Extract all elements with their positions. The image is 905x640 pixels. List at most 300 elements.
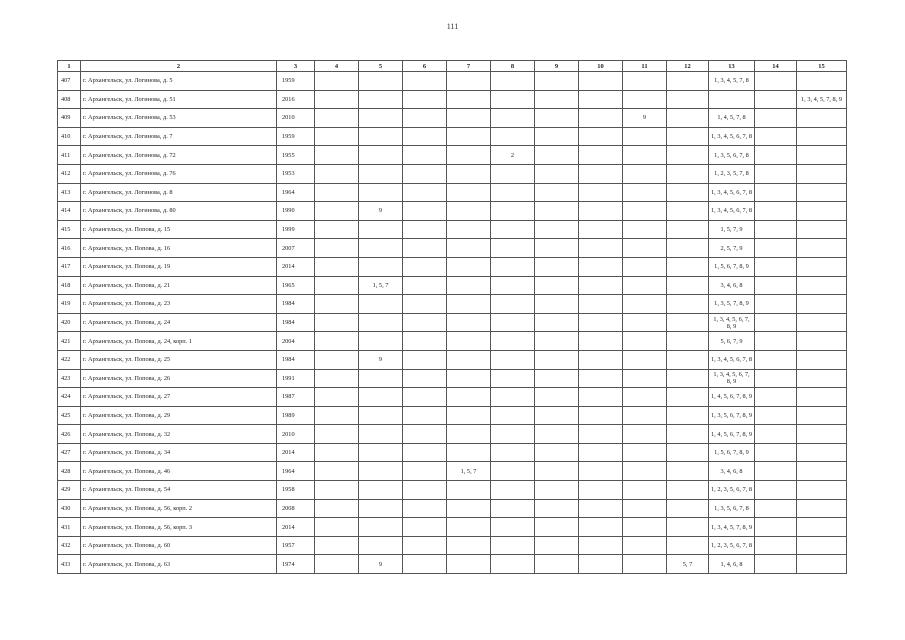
table-cell: 413 — [58, 183, 81, 202]
table-cell — [755, 109, 797, 128]
table-cell: 9 — [623, 109, 667, 128]
table-cell — [403, 425, 447, 444]
table-cell — [709, 90, 755, 109]
table-cell — [755, 202, 797, 221]
table-cell — [579, 72, 623, 91]
table-cell: 1, 3, 5, 6, 7, 8 — [709, 499, 755, 518]
table-cell — [755, 518, 797, 537]
table-cell — [579, 388, 623, 407]
table-cell — [667, 257, 709, 276]
table-cell — [535, 220, 579, 239]
table-cell — [667, 146, 709, 165]
table-cell: 2016 — [277, 90, 315, 109]
table-cell — [535, 350, 579, 369]
table-cell: 1, 5, 7 — [359, 276, 403, 295]
table-row — [58, 72, 847, 91]
table-cell: 420 — [58, 313, 81, 332]
table-cell — [535, 518, 579, 537]
table-cell: 2 — [491, 146, 535, 165]
table-cell — [535, 555, 579, 574]
table-cell — [403, 332, 447, 351]
table-cell — [535, 183, 579, 202]
table-cell — [579, 164, 623, 183]
table-cell — [579, 406, 623, 425]
table-cell: 1, 3, 4, 5, 6, 7, 8 — [709, 183, 755, 202]
table-cell: 2007 — [277, 239, 315, 258]
table-cell: 1, 5, 6, 7, 8, 9 — [709, 443, 755, 462]
table-cell: 1, 3, 4, 5, 6, 7, 8 — [709, 350, 755, 369]
table-cell — [315, 518, 359, 537]
table-cell — [579, 257, 623, 276]
table-cell: 1, 3, 4, 5, 6, 7, 8 — [709, 202, 755, 221]
table-cell: 9 — [359, 555, 403, 574]
table-cell: 1, 5, 7 — [447, 462, 491, 481]
table-cell — [535, 202, 579, 221]
table-cell: г. Архангельск, ул. Логинова, д. 80 — [81, 202, 277, 221]
column-header: 15 — [797, 61, 847, 72]
table-cell — [797, 369, 847, 388]
table-cell — [797, 443, 847, 462]
table-cell — [623, 350, 667, 369]
table-cell — [667, 109, 709, 128]
table-cell — [403, 350, 447, 369]
table-cell: 425 — [58, 406, 81, 425]
table-cell — [579, 109, 623, 128]
table-cell — [623, 313, 667, 332]
table-cell — [315, 295, 359, 314]
table-cell: 1974 — [277, 555, 315, 574]
table-cell — [579, 183, 623, 202]
table-cell — [447, 257, 491, 276]
table-cell — [797, 350, 847, 369]
table-cell — [315, 183, 359, 202]
table-cell — [403, 388, 447, 407]
table-cell: г. Архангельск, ул. Логинова, д. 8 — [81, 183, 277, 202]
table-cell: 421 — [58, 332, 81, 351]
table-cell — [403, 481, 447, 500]
table-cell — [667, 518, 709, 537]
table-cell — [797, 257, 847, 276]
table-row — [58, 388, 847, 407]
table-cell — [535, 164, 579, 183]
table-row — [58, 555, 847, 574]
table-cell — [667, 313, 709, 332]
page-number: 111 — [446, 22, 459, 31]
table-row — [58, 443, 847, 462]
table-cell: г. Архангельск, ул. Попова, д. 23 — [81, 295, 277, 314]
table-cell — [797, 425, 847, 444]
table-cell — [579, 369, 623, 388]
table-cell — [359, 388, 403, 407]
table-cell — [797, 518, 847, 537]
table-cell — [403, 443, 447, 462]
table-cell: 1, 3, 4, 5, 6, 7, 8 — [709, 127, 755, 146]
table-cell — [447, 518, 491, 537]
table-cell — [535, 388, 579, 407]
table-cell — [491, 443, 535, 462]
table-cell: 2004 — [277, 332, 315, 351]
table-cell — [755, 499, 797, 518]
table-cell — [667, 202, 709, 221]
table-cell: 2014 — [277, 443, 315, 462]
table-cell — [315, 369, 359, 388]
table-cell — [667, 276, 709, 295]
table-cell — [755, 295, 797, 314]
table-cell — [447, 388, 491, 407]
table-cell — [403, 276, 447, 295]
table-cell — [755, 443, 797, 462]
table-cell — [535, 425, 579, 444]
table-cell — [447, 276, 491, 295]
table-row — [58, 425, 847, 444]
table-cell — [797, 536, 847, 555]
table-cell — [491, 220, 535, 239]
table-cell — [623, 462, 667, 481]
table-cell — [623, 369, 667, 388]
table-cell — [667, 388, 709, 407]
table-cell — [755, 257, 797, 276]
table-cell — [491, 369, 535, 388]
table-cell — [359, 518, 403, 537]
table-cell — [579, 276, 623, 295]
table-cell: 433 — [58, 555, 81, 574]
table-cell: 431 — [58, 518, 81, 537]
table-cell — [623, 239, 667, 258]
table-cell: г. Архангельск, ул. Попова, д. 32 — [81, 425, 277, 444]
table-row — [58, 462, 847, 481]
table-cell — [315, 425, 359, 444]
table-cell — [447, 72, 491, 91]
table-cell: 1957 — [277, 536, 315, 555]
table-cell: 1984 — [277, 313, 315, 332]
table-cell — [797, 462, 847, 481]
table-cell — [315, 127, 359, 146]
table-cell — [755, 406, 797, 425]
table-cell: г. Архангельск, ул. Логинова, д. 5 — [81, 72, 277, 91]
table-cell — [535, 481, 579, 500]
table-cell: 5, 7 — [667, 555, 709, 574]
table-cell — [359, 183, 403, 202]
table-cell — [491, 202, 535, 221]
table-cell — [447, 220, 491, 239]
table-cell — [755, 127, 797, 146]
table-cell — [667, 90, 709, 109]
table-cell — [579, 462, 623, 481]
table-cell — [535, 369, 579, 388]
table-cell — [491, 350, 535, 369]
table-cell: 1959 — [277, 127, 315, 146]
table-row — [58, 481, 847, 500]
table-cell — [535, 239, 579, 258]
table-cell — [403, 369, 447, 388]
table-cell: 1, 5, 7, 9 — [709, 220, 755, 239]
table-cell — [797, 295, 847, 314]
table-cell — [623, 183, 667, 202]
table-cell: 408 — [58, 90, 81, 109]
table-cell — [535, 406, 579, 425]
table-cell — [667, 406, 709, 425]
table-cell — [403, 220, 447, 239]
table-cell — [535, 90, 579, 109]
column-header: 9 — [535, 61, 579, 72]
table-cell: 2014 — [277, 257, 315, 276]
table-cell — [359, 90, 403, 109]
table-cell — [755, 350, 797, 369]
table-row — [58, 406, 847, 425]
table-cell — [579, 443, 623, 462]
table-row — [58, 332, 847, 351]
column-header: 10 — [579, 61, 623, 72]
table-cell — [491, 406, 535, 425]
table-cell — [491, 332, 535, 351]
table-cell — [623, 406, 667, 425]
table-cell: 422 — [58, 350, 81, 369]
table-cell — [797, 406, 847, 425]
table-row — [58, 518, 847, 537]
table-cell — [755, 462, 797, 481]
column-header: 4 — [315, 61, 359, 72]
table-cell — [315, 164, 359, 183]
table-cell — [403, 313, 447, 332]
table-cell — [623, 443, 667, 462]
table-cell — [491, 72, 535, 91]
table-cell — [359, 425, 403, 444]
table-cell — [359, 109, 403, 128]
table-cell — [535, 443, 579, 462]
table-cell — [667, 425, 709, 444]
table-cell — [403, 295, 447, 314]
table-cell: 430 — [58, 499, 81, 518]
table-cell — [315, 109, 359, 128]
table-cell — [403, 183, 447, 202]
table-cell — [535, 109, 579, 128]
table-cell — [447, 127, 491, 146]
table-cell — [667, 183, 709, 202]
table-row — [58, 239, 847, 258]
table-cell — [491, 239, 535, 258]
table-cell: 1990 — [277, 202, 315, 221]
table-cell — [315, 220, 359, 239]
table-cell — [755, 481, 797, 500]
table-cell — [623, 257, 667, 276]
column-header: 5 — [359, 61, 403, 72]
table-row — [58, 109, 847, 128]
table-cell — [579, 350, 623, 369]
table-cell — [797, 146, 847, 165]
table-cell: 2008 — [277, 499, 315, 518]
table-cell — [797, 72, 847, 91]
table-cell — [579, 295, 623, 314]
table-cell — [797, 388, 847, 407]
column-header: 3 — [277, 61, 315, 72]
column-header: 2 — [81, 61, 277, 72]
table-cell — [359, 406, 403, 425]
table-cell: 1, 2, 3, 5, 6, 7, 8 — [709, 481, 755, 500]
table-cell — [315, 313, 359, 332]
table-cell — [491, 313, 535, 332]
table-cell: г. Архангельск, ул. Попова, д. 60 — [81, 536, 277, 555]
table-cell: г. Архангельск, ул. Попова, д. 63 — [81, 555, 277, 574]
table-cell — [403, 499, 447, 518]
table-cell — [315, 202, 359, 221]
table-cell — [755, 90, 797, 109]
table-cell — [491, 127, 535, 146]
table-cell: г. Архангельск, ул. Попова, д. 25 — [81, 350, 277, 369]
table-cell — [403, 164, 447, 183]
column-header: 1 — [58, 61, 81, 72]
table-cell: 1, 4, 5, 6, 7, 8, 9 — [709, 425, 755, 444]
table-row — [58, 183, 847, 202]
table-cell: 1, 5, 6, 7, 8, 9 — [709, 257, 755, 276]
table-row — [58, 499, 847, 518]
table-cell — [447, 332, 491, 351]
column-header: 11 — [623, 61, 667, 72]
table-cell: 2010 — [277, 425, 315, 444]
table-cell — [579, 127, 623, 146]
table-cell: 9 — [359, 350, 403, 369]
table-cell: 1, 3, 4, 5, 7, 8 — [709, 72, 755, 91]
table-cell: г. Архангельск, ул. Попова, д. 15 — [81, 220, 277, 239]
table-cell: 1, 3, 5, 6, 7, 8, 9 — [709, 406, 755, 425]
table-cell — [623, 202, 667, 221]
table-cell — [623, 220, 667, 239]
table-cell: 423 — [58, 369, 81, 388]
table-cell — [579, 313, 623, 332]
table-cell — [359, 239, 403, 258]
column-header: 14 — [755, 61, 797, 72]
table-cell — [797, 481, 847, 500]
table-cell — [535, 127, 579, 146]
table-cell — [755, 146, 797, 165]
table-cell: 1, 3, 4, 5, 7, 8, 9 — [709, 518, 755, 537]
column-header: 12 — [667, 61, 709, 72]
table-cell — [535, 257, 579, 276]
table-cell — [797, 220, 847, 239]
table-cell — [359, 499, 403, 518]
table-cell — [447, 350, 491, 369]
table-cell — [447, 406, 491, 425]
header-row — [58, 61, 847, 72]
table-cell — [797, 313, 847, 332]
column-header: 7 — [447, 61, 491, 72]
table-cell — [623, 276, 667, 295]
table-cell — [755, 220, 797, 239]
table-cell: 1, 3, 4, 5, 6, 7, 8, 9 — [709, 313, 755, 332]
table-cell — [359, 257, 403, 276]
table-cell — [447, 202, 491, 221]
table-cell — [755, 239, 797, 258]
table-cell — [667, 332, 709, 351]
table-cell — [797, 276, 847, 295]
table-cell — [667, 295, 709, 314]
table-cell — [667, 499, 709, 518]
table-cell: г. Архангельск, ул. Попова, д. 34 — [81, 443, 277, 462]
table-cell — [359, 332, 403, 351]
table-cell — [623, 72, 667, 91]
table-cell — [491, 481, 535, 500]
table-cell — [535, 146, 579, 165]
table-cell — [447, 146, 491, 165]
table-cell — [447, 109, 491, 128]
table-cell — [667, 443, 709, 462]
table-cell — [447, 239, 491, 258]
table-cell: 1999 — [277, 220, 315, 239]
table-cell — [315, 555, 359, 574]
table-cell: 419 — [58, 295, 81, 314]
table-cell — [315, 72, 359, 91]
table-cell — [491, 462, 535, 481]
table-cell: 1965 — [277, 276, 315, 295]
table-cell: г. Архангельск, ул. Логинова, д. 53 — [81, 109, 277, 128]
table-row — [58, 127, 847, 146]
table-cell: 1984 — [277, 295, 315, 314]
table-cell — [403, 146, 447, 165]
table-cell — [797, 164, 847, 183]
table-cell — [447, 425, 491, 444]
table-cell — [623, 518, 667, 537]
table-cell: 1953 — [277, 164, 315, 183]
table-cell — [755, 72, 797, 91]
table-cell — [755, 313, 797, 332]
table-cell: 1991 — [277, 369, 315, 388]
table-cell: 1984 — [277, 350, 315, 369]
table-cell: 1, 2, 3, 5, 7, 8 — [709, 164, 755, 183]
table-cell — [755, 536, 797, 555]
column-header: 8 — [491, 61, 535, 72]
table-cell — [315, 350, 359, 369]
table-cell — [797, 109, 847, 128]
table-cell — [623, 481, 667, 500]
table-cell — [491, 276, 535, 295]
table-row — [58, 257, 847, 276]
table-cell — [579, 239, 623, 258]
table-cell: г. Архангельск, ул. Логинова, д. 76 — [81, 164, 277, 183]
table-cell — [579, 555, 623, 574]
table-cell — [403, 406, 447, 425]
table-cell — [623, 127, 667, 146]
table-cell — [667, 239, 709, 258]
table-row — [58, 350, 847, 369]
table-cell: 1, 3, 4, 5, 7, 8, 9 — [797, 90, 847, 109]
table-cell — [535, 313, 579, 332]
table-cell — [403, 202, 447, 221]
table-cell — [535, 499, 579, 518]
table-cell — [403, 127, 447, 146]
table-cell — [535, 462, 579, 481]
table-cell: 3, 4, 6, 8 — [709, 462, 755, 481]
table-cell — [623, 146, 667, 165]
table-cell: г. Архангельск, ул. Попова, д. 16 — [81, 239, 277, 258]
table-cell: 1955 — [277, 146, 315, 165]
table-cell — [535, 276, 579, 295]
table-cell — [755, 555, 797, 574]
table-cell: 1, 3, 5, 6, 7, 8 — [709, 146, 755, 165]
table-cell — [755, 183, 797, 202]
table-cell — [447, 555, 491, 574]
table-row — [58, 202, 847, 221]
table-cell — [491, 518, 535, 537]
table-cell: 427 — [58, 443, 81, 462]
table-cell — [359, 462, 403, 481]
table-cell — [755, 276, 797, 295]
table-cell — [359, 481, 403, 500]
table-cell — [315, 499, 359, 518]
table-cell — [623, 536, 667, 555]
table-cell: 416 — [58, 239, 81, 258]
table-cell: 1, 4, 6, 8 — [709, 555, 755, 574]
table-cell — [797, 332, 847, 351]
table-cell — [403, 518, 447, 537]
